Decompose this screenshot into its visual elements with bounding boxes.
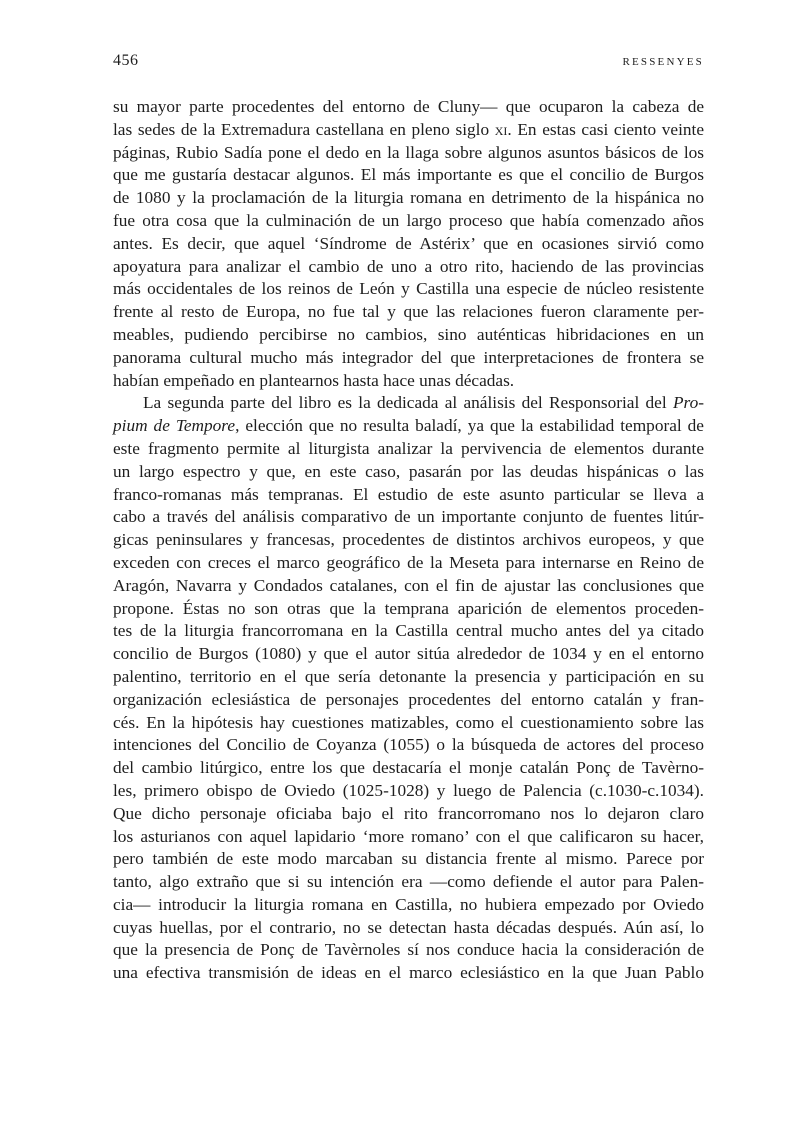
text-line: concilio de Burgos (1080) y que el autor sitúa alrededor de 1034 y en el entorno: [113, 644, 704, 664]
text-line: las sedes de la Extremadura castellana en pleno siglo xi. En estas casi ciento veinte: [113, 119, 704, 139]
text-line: un largo espectro y que, en este caso, pasarán por las deudas hispánicas o las: [113, 461, 704, 481]
text-line: intenciones del Concilio de Coyanza (1055) o la búsqueda de actores del proceso: [113, 735, 704, 755]
text-line: Que dicho personaje oficiaba bajo el rito francorromano nos lo dejaron claro: [113, 803, 704, 823]
text-line: cés. En la hipótesis hay cuestiones matizables, como el cuestionamiento sobre las: [113, 712, 704, 732]
text-line: Aragón, Navarra y Condados catalanes, con el fin de ajustar las conclusiones que: [113, 575, 704, 595]
text-line: los asturianos con aquel lapidario ‘more romano’ con el que calificaron su hacer,: [113, 826, 704, 846]
text-line: apoyatura para analizar el cambio de uno a otro rito, haciendo de las provincias: [113, 256, 704, 276]
text-run: La segunda parte del libro es la dedicada al análisis del Responsorial del: [143, 393, 673, 413]
text-line: cuyas huellas, por el contrario, no se detectan hasta décadas después. Aún así, lo: [113, 917, 704, 937]
text-line: [113, 392, 704, 415]
text-line: su mayor parte procedentes del entorno de Cluny— que ocuparon la cabeza de: [113, 97, 704, 116]
paragraph-2: [113, 392, 704, 985]
text-line: frente al resto de Europa, no fue tal y que las relaciones fueron claramente per-: [113, 302, 704, 322]
paragraph-1: [113, 96, 704, 392]
text-line: propone. Éstas no son otras que la temprana aparición de elementos proceden-: [113, 598, 704, 618]
section-title: RESSENYES: [622, 56, 704, 68]
text-line: una efectiva transmisión de ideas en el marco eclesiástico en la que Juan Pablo: [113, 963, 704, 983]
text-line: tanto, algo extraño que si su intención era —como defiende el autor para Palen-: [113, 872, 704, 892]
text-run: , elección que no resulta baladí, ya que la estabilidad temporal de: [235, 416, 704, 436]
text-line: les, primero obispo de Oviedo (1025-1028) y luego de Palencia (c.1030-c.1034).: [113, 780, 704, 800]
text-line: fue otra cosa que la culminación de un largo proceso que había comenzado años: [113, 210, 704, 230]
text-line: páginas, Rubio Sadía pone el dedo en la llaga sobre algunos asuntos básicos de los: [113, 142, 704, 162]
text-line: de 1080 y la proclamación de la liturgia romana en detrimento de la hispánica no: [113, 188, 704, 208]
text-line: cabo a través del análisis comparativo de un importante conjunto de fuentes litúr-: [113, 507, 704, 527]
body-text: [113, 96, 704, 985]
text-line: del cambio litúrgico, entre los que destacaría el monje catalán Ponç de Tavèrno-: [113, 758, 704, 778]
text-line: que la presencia de Ponç de Tavèrnoles sí nos conduce hacia la consideración de: [113, 940, 704, 960]
text-line: panorama cultural mucho más integrador del que interpretaciones de frontera se: [113, 347, 704, 367]
small-caps-run: xi: [494, 119, 508, 139]
text-line: gicas peninsulares y francesas, procedentes de distintos archivos europeos, y que: [113, 530, 704, 550]
page-number: 456: [113, 52, 139, 69]
text-line: organización eclesiástica de personajes procedentes del entorno catalán y fran-: [113, 689, 704, 709]
text-line: pero también de este modo marcaban su distancia frente al mismo. Parece por: [113, 849, 704, 869]
text-line: habían empeñado en plantearnos hasta hace unas décadas.: [113, 370, 515, 390]
text-line: cia— introducir la liturgia romana en Castilla, no hubiera empezado por Oviedo: [113, 894, 704, 914]
running-head: [113, 52, 704, 76]
text-line: tes de la liturgia francorromana en la Castilla central mucho antes del ya citado: [113, 621, 704, 641]
text-line: palentino, territorio en el que sería detonante la presencia y participación en su: [113, 666, 704, 686]
text-line: antes. Es decir, que aquel ‘Síndrome de Astérix’ que en ocasiones sirvió como: [113, 233, 704, 253]
italic-title-run: pium de Tempore: [113, 416, 236, 436]
text-line: este fragmento permite al liturgista analizar la pervivencia de elementos durante: [113, 438, 704, 458]
text-line: [113, 415, 704, 438]
text-line: meables, pudiendo percibirse no cambios, sino auténticas hibridaciones en un: [113, 324, 704, 344]
italic-title-run: Pro-: [672, 393, 704, 413]
text-line: que me gustaría destacar algunos. El más importante es que el concilio de Burgos: [113, 165, 704, 185]
text-line: franco-romanas más tempranas. El estudio de este asunto particular se lleva a: [113, 484, 704, 504]
text-line: más occidentales de los reinos de León y Castilla una especie de núcleo resistente: [113, 279, 704, 299]
text-line: exceden con creces el marco geográfico de la Meseta para internarse en Reino de: [113, 552, 704, 572]
